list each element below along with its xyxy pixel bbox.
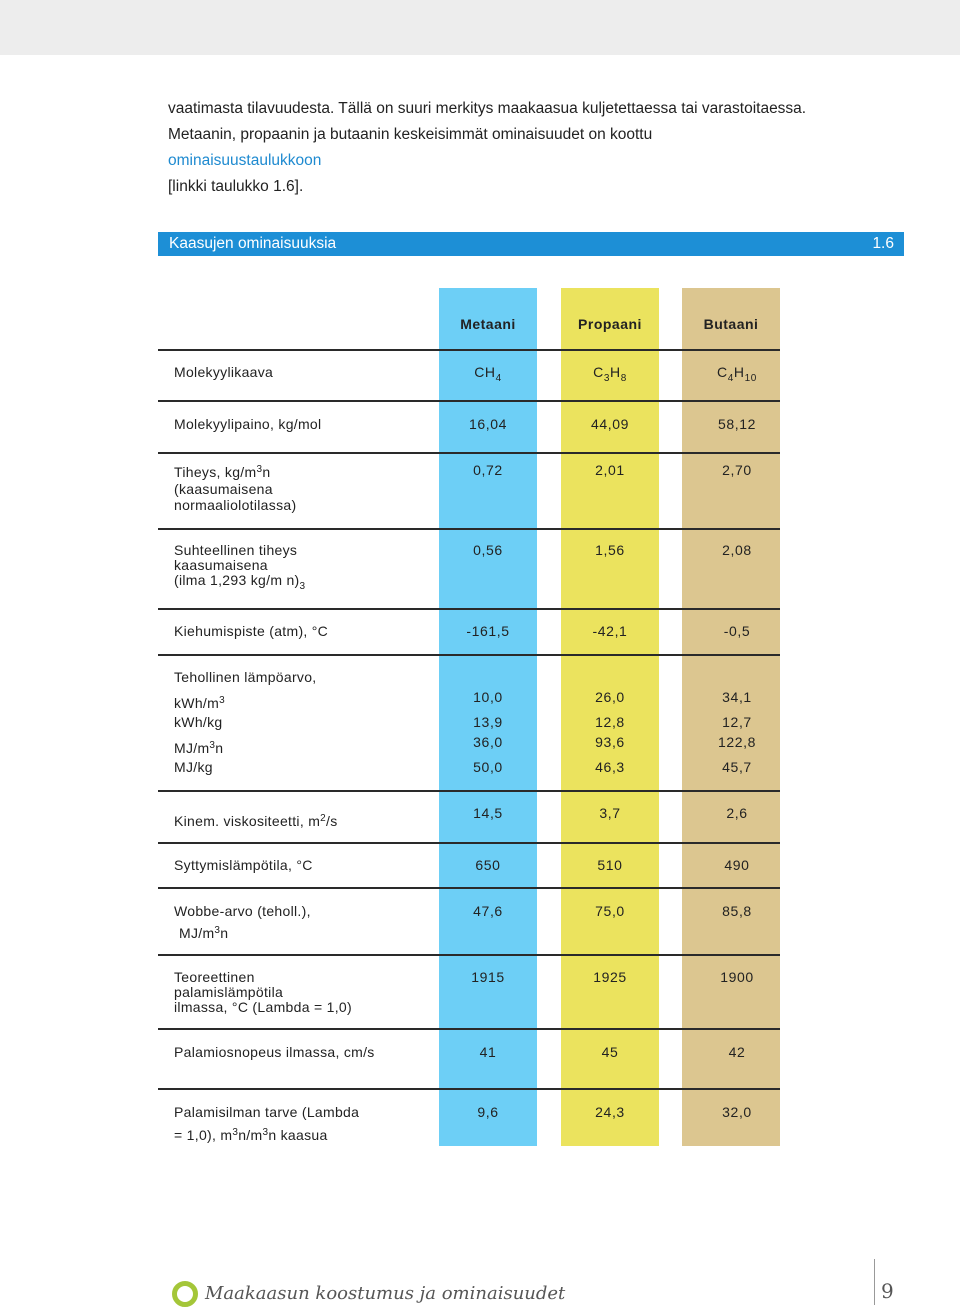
row-divider bbox=[158, 400, 780, 402]
formula-subscript: 10 bbox=[744, 373, 757, 384]
formula-part: C bbox=[593, 364, 604, 380]
row-label-tiheys-line3: normaaliolotilassa) bbox=[174, 497, 297, 513]
formula-part: H bbox=[610, 364, 621, 380]
row-label-teoreettinen: Teoreettinen bbox=[174, 969, 255, 985]
cell-value: 0,72 bbox=[473, 462, 503, 478]
formula-part: C bbox=[717, 364, 728, 380]
cell-value: 16,04 bbox=[468, 416, 508, 432]
table-title: Kaasujen ominaisuuksia bbox=[169, 235, 337, 252]
cell-value: 510 bbox=[597, 857, 623, 873]
label-text: MJ/m bbox=[179, 925, 215, 941]
row-label-suhteellinen-line3 bbox=[174, 572, 305, 595]
footer-divider bbox=[874, 1259, 875, 1305]
row-divider bbox=[158, 1028, 780, 1030]
row-label-kwh-m3 bbox=[174, 693, 225, 711]
label-text: n bbox=[215, 740, 224, 756]
table-link[interactable]: ominaisuustaulukkoon bbox=[168, 152, 322, 169]
row-label-suhteellinen: Suhteellinen tiheys bbox=[174, 542, 298, 558]
row-label-lampoarvo: Tehollinen lämpöarvo, bbox=[174, 669, 317, 685]
label-superscript: 3 bbox=[262, 1127, 269, 1138]
cell-value: 45 bbox=[601, 1044, 619, 1060]
label-subscript: 3 bbox=[299, 581, 306, 592]
row-divider bbox=[158, 528, 780, 530]
cell-value: 1915 bbox=[471, 969, 505, 985]
cell-value: 12,8 bbox=[595, 714, 625, 730]
row-label-kwh-kg: kWh/kg bbox=[174, 714, 223, 730]
cell-value: 45,7 bbox=[722, 759, 752, 775]
row-label-palamisnopeus: Palamiosnopeus ilmassa, cm/s bbox=[174, 1044, 375, 1060]
row-label-suhteellinen-line2: kaasumaisena bbox=[174, 557, 268, 573]
row-label-molekyylikaava: Molekyylikaava bbox=[174, 364, 274, 380]
label-superscript: 3 bbox=[214, 925, 221, 936]
row-label-teoreettinen-line3: ilmassa, °C (Lambda = 1,0) bbox=[174, 999, 352, 1015]
formula-part: H bbox=[733, 364, 745, 380]
label-text: n bbox=[262, 464, 271, 480]
row-label-tiheys bbox=[174, 462, 270, 480]
cell-formula-metaani bbox=[428, 364, 548, 384]
cell-value: 41 bbox=[479, 1044, 497, 1060]
label-text: /s bbox=[326, 813, 338, 829]
label-superscript: 3 bbox=[219, 695, 225, 706]
row-label-mj-m3n bbox=[174, 738, 223, 756]
intro-paragraph bbox=[168, 96, 808, 200]
column-header-propaani: Propaani bbox=[578, 316, 642, 332]
label-text: Tiheys, kg/m bbox=[174, 464, 257, 480]
cell-value: 2,08 bbox=[722, 542, 752, 558]
top-band bbox=[0, 0, 960, 55]
row-label-viskositeetti bbox=[174, 811, 338, 829]
label-text: MJ/m bbox=[174, 740, 210, 756]
cell-value: 93,6 bbox=[595, 734, 625, 750]
row-label-teoreettinen-line2: palamislämpötila bbox=[174, 984, 284, 1000]
cell-value: 58,12 bbox=[717, 416, 757, 432]
label-superscript: 3 bbox=[232, 1127, 239, 1138]
label-text: n kaasua bbox=[268, 1127, 328, 1143]
cell-value: 1,56 bbox=[595, 542, 625, 558]
cell-value: 122,8 bbox=[717, 734, 757, 750]
column-header-butaani: Butaani bbox=[703, 316, 759, 332]
row-label-syttymis: Syttymislämpötila, °C bbox=[174, 857, 313, 873]
label-text: Kinem. viskositeetti, m bbox=[174, 813, 321, 829]
cell-value: -161,5 bbox=[466, 623, 510, 639]
footer-title: Maakaasun koostumus ja ominaisuudet bbox=[205, 1283, 566, 1304]
cell-value: 13,9 bbox=[473, 714, 503, 730]
row-divider bbox=[158, 608, 780, 610]
formula-subscript: 4 bbox=[495, 373, 502, 384]
cell-value: 75,0 bbox=[595, 903, 625, 919]
row-label-wobbe: Wobbe-arvo (teholl.), bbox=[174, 903, 311, 919]
cell-value: 2,01 bbox=[595, 462, 625, 478]
cell-value: 3,7 bbox=[599, 805, 621, 821]
cell-value: 0,56 bbox=[473, 542, 503, 558]
label-superscript: 3 bbox=[256, 464, 263, 475]
cell-value: 32,0 bbox=[722, 1104, 752, 1120]
cell-value: -0,5 bbox=[723, 623, 751, 639]
cell-value: 2,70 bbox=[722, 462, 752, 478]
cell-value: 85,8 bbox=[722, 903, 752, 919]
label-superscript: 2 bbox=[320, 813, 327, 824]
table-title-bar bbox=[158, 232, 904, 256]
row-divider bbox=[158, 887, 780, 889]
row-label-molekyylipaino: Molekyylipaino, kg/mol bbox=[174, 416, 322, 432]
row-divider bbox=[158, 790, 780, 792]
row-label-palamisilma-line2 bbox=[174, 1125, 328, 1143]
row-divider bbox=[158, 452, 780, 454]
row-label-palamisilma: Palamisilman tarve (Lambda bbox=[174, 1104, 360, 1120]
column-header-metaani: Metaani bbox=[460, 316, 516, 332]
cell-value: 44,09 bbox=[590, 416, 630, 432]
cell-value: 12,7 bbox=[722, 714, 752, 730]
cell-value: 10,0 bbox=[473, 689, 503, 705]
cell-value: 2,6 bbox=[726, 805, 748, 821]
label-text: = 1,0), m bbox=[174, 1127, 233, 1143]
row-label-tiheys-line2: (kaasumaisena bbox=[174, 481, 273, 497]
formula-subscript: 3 bbox=[603, 373, 610, 384]
cell-value: 650 bbox=[475, 857, 501, 873]
cell-formula-propaani bbox=[550, 364, 670, 384]
row-divider bbox=[158, 842, 780, 844]
cell-value: 36,0 bbox=[473, 734, 503, 750]
row-label-wobbe-line2 bbox=[179, 923, 228, 941]
page-number: 9 bbox=[881, 1279, 894, 1303]
row-divider bbox=[158, 1088, 780, 1090]
label-text: (ilma 1,293 kg/m n) bbox=[174, 572, 300, 588]
cell-value: 34,1 bbox=[722, 689, 752, 705]
cell-value: 1900 bbox=[720, 969, 754, 985]
cell-value: 50,0 bbox=[473, 759, 503, 775]
row-divider bbox=[158, 349, 780, 351]
row-divider bbox=[158, 654, 780, 656]
cell-value: 42 bbox=[728, 1044, 746, 1060]
cell-value: 46,3 bbox=[595, 759, 625, 775]
cell-value: 26,0 bbox=[595, 689, 625, 705]
row-label-kiehumispiste: Kiehumispiste (atm), °C bbox=[174, 623, 329, 639]
formula-subscript: 8 bbox=[620, 373, 627, 384]
intro-line-1: vaatimasta tilavuudesta. Tällä on suuri merkitys maakaasua kuljetettaessa tai varastoitaessa. bbox=[168, 100, 807, 117]
table-number: 1.6 bbox=[872, 235, 894, 252]
cell-value: -42,1 bbox=[592, 623, 628, 639]
label-text: kWh/m bbox=[174, 695, 220, 711]
cell-value: 24,3 bbox=[595, 1104, 625, 1120]
row-label-mj-kg: MJ/kg bbox=[174, 759, 213, 775]
label-text: n bbox=[220, 925, 229, 941]
label-superscript: 3 bbox=[209, 740, 216, 751]
intro-line-2 bbox=[168, 122, 808, 174]
ring-logo-icon bbox=[172, 1281, 198, 1307]
cell-value: 47,6 bbox=[473, 903, 503, 919]
row-divider bbox=[158, 954, 780, 956]
cell-formula-butaani bbox=[677, 364, 797, 384]
label-text: n/m bbox=[238, 1127, 263, 1143]
cell-value: 14,5 bbox=[473, 805, 503, 821]
intro-line-3: [linkki taulukko 1.6]. bbox=[168, 178, 304, 195]
cell-value: 1925 bbox=[593, 969, 627, 985]
cell-value: 490 bbox=[724, 857, 750, 873]
formula-subscript: 4 bbox=[727, 373, 734, 384]
cell-value: 9,6 bbox=[477, 1104, 499, 1120]
intro-line-2-text: Metaanin, propaanin ja butaanin keskeisimmät ominaisuudet on koottu bbox=[168, 126, 653, 143]
formula-part: CH bbox=[474, 364, 496, 380]
